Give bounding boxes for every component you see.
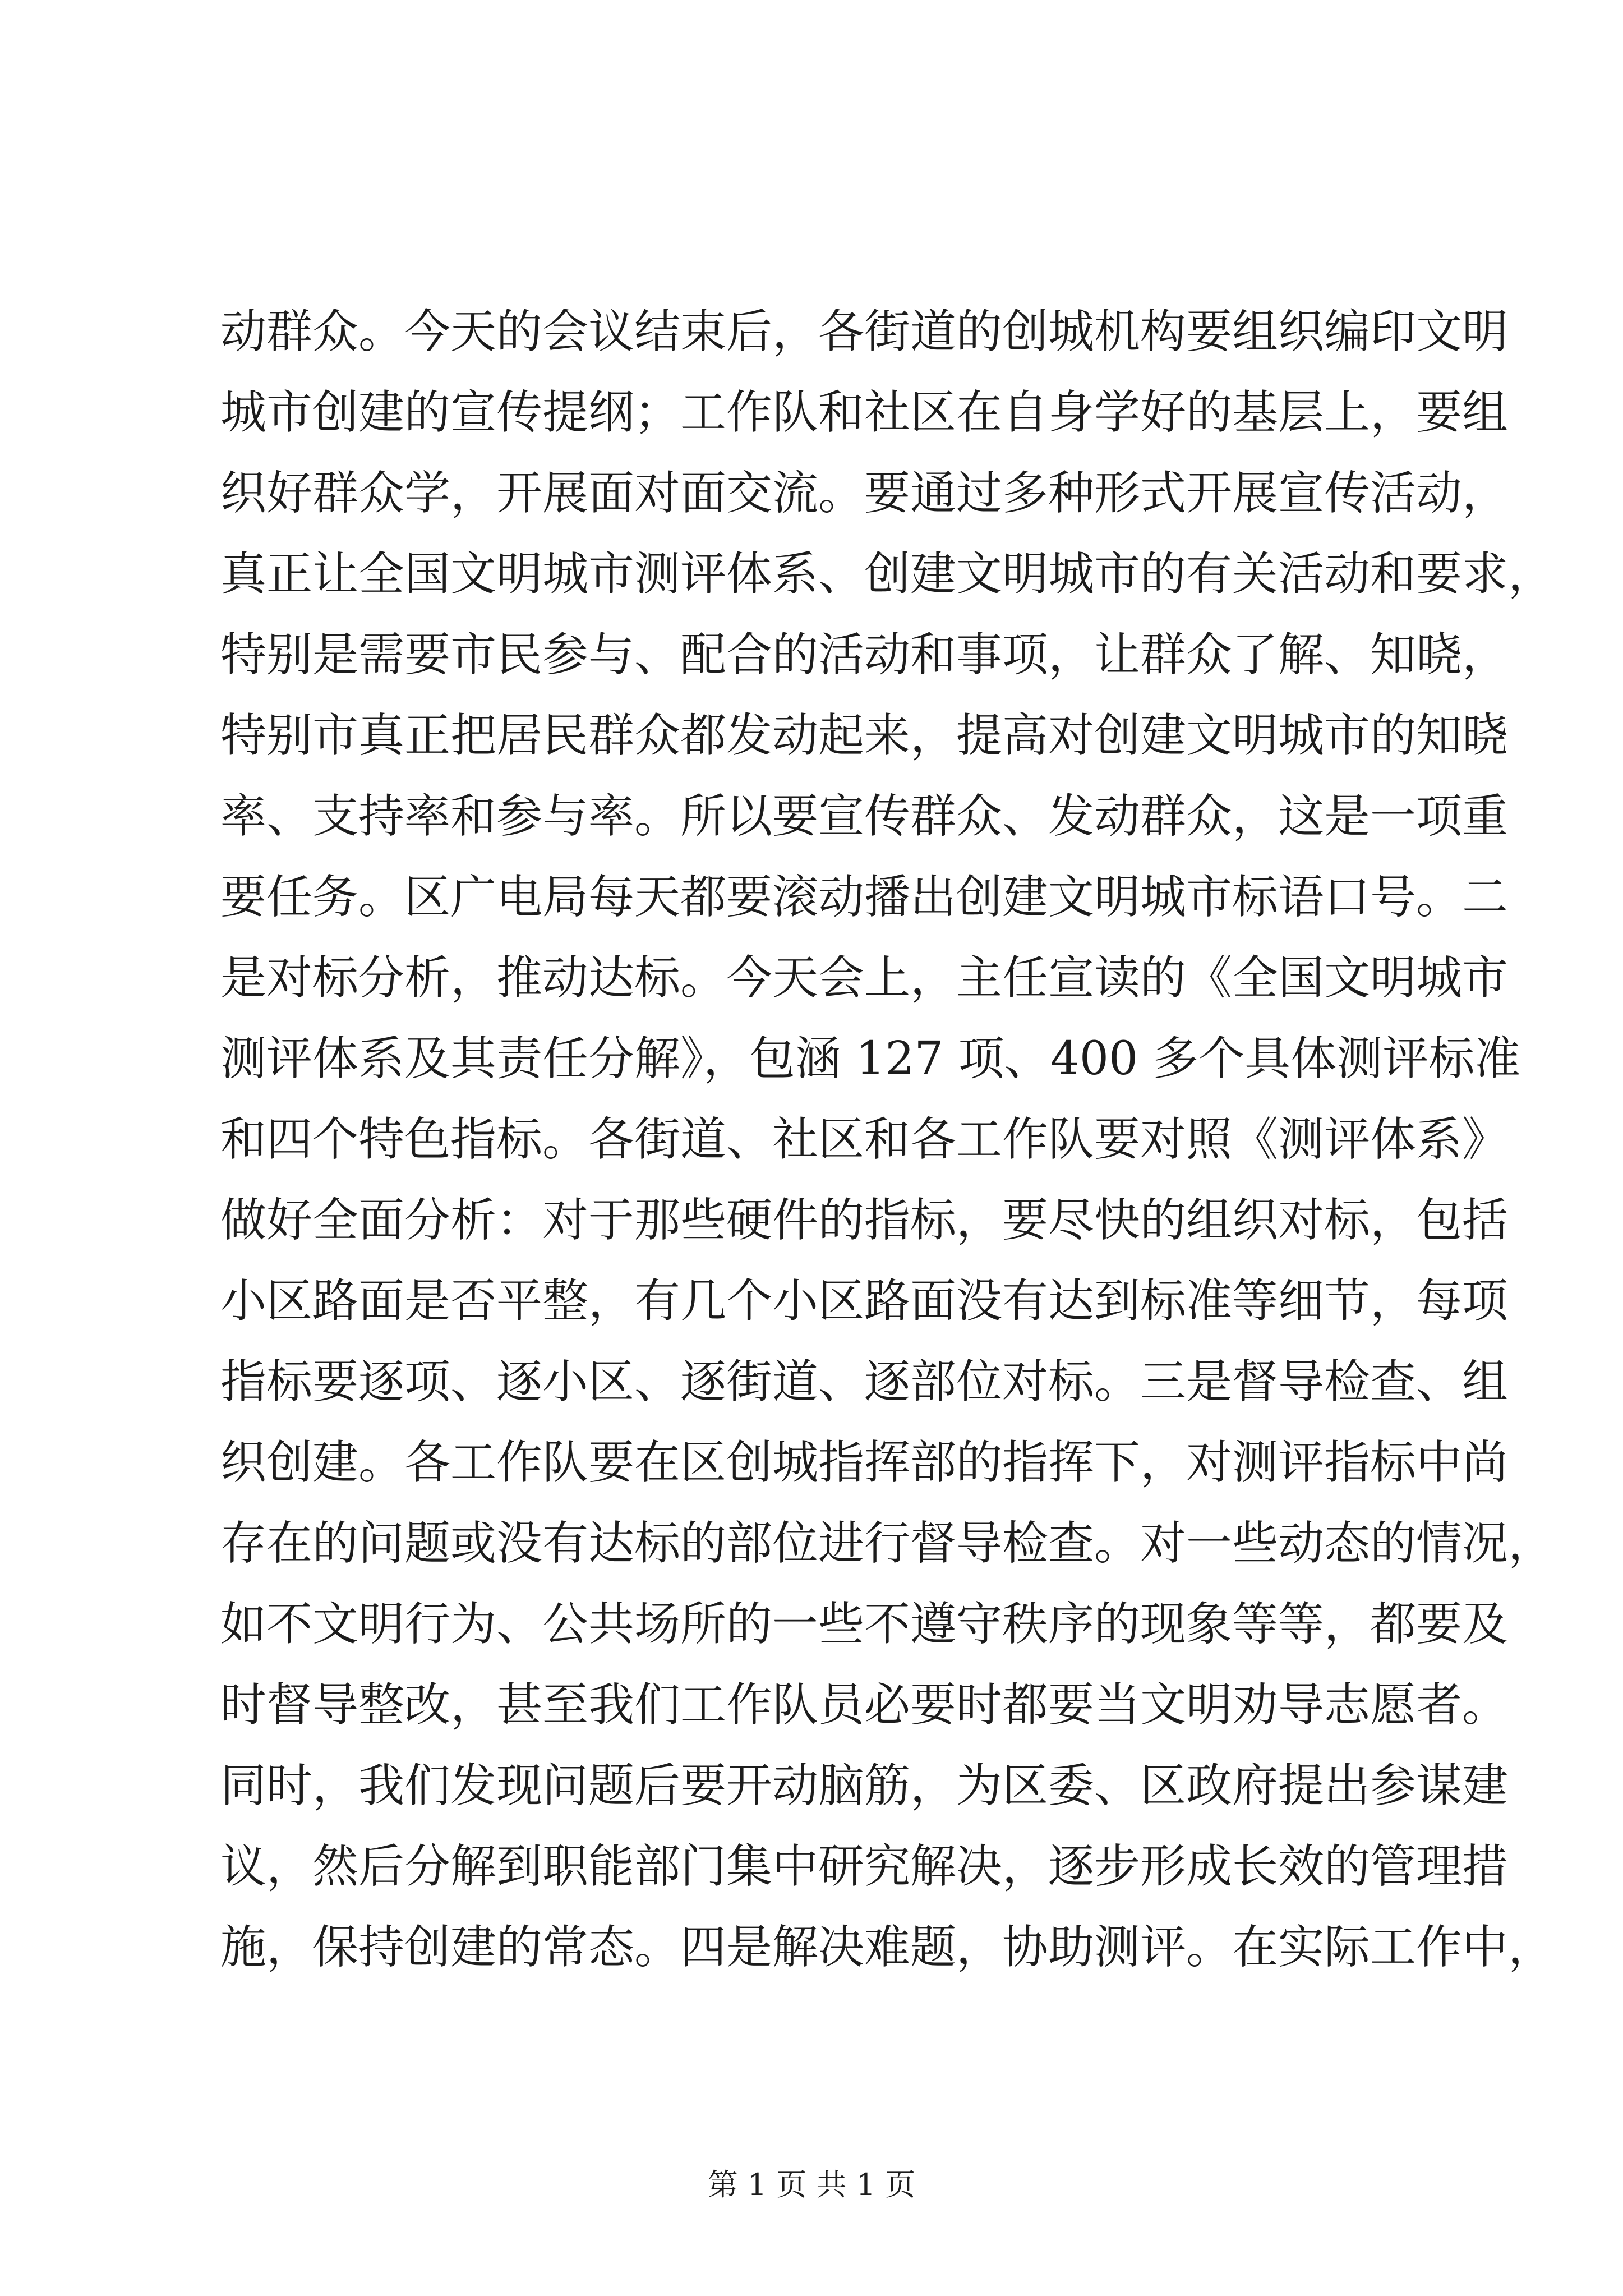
text-line: 同时，我们发现问题后要开动脑筋，为区委、区政府提出参谋建 (220, 1759, 1509, 1812)
text-line: 城市创建的宣传提纲；工作队和社区在自身学好的基层上，要组 (220, 386, 1509, 439)
text-line: 率、支持率和参与率。所以要宣传群众、发动群众，这是一项重 (220, 790, 1509, 843)
text-line: 特别是需要市民参与、配合的活动和事项，让群众了解、知晓， (220, 628, 1509, 682)
text-line: 时督导整改，甚至我们工作队员必要时都要当文明劝导志愿者。 (220, 1678, 1509, 1732)
text-line: 做好全面分析：对于那些硬件的指标，要尽快的组织对标，包括 (220, 1194, 1509, 1247)
body-text (220, 292, 1555, 1988)
text-line: 织创建。各工作队要在区创城指挥部的指挥下，对测评指标中尚 (220, 1436, 1509, 1489)
text-line: 指标要逐项、逐小区、逐街道、逐部位对标。三是督导检查、组 (220, 1355, 1509, 1409)
text-line: 特别市真正把居民群众都发动起来，提高对创建文明城市的知晓 (220, 709, 1509, 762)
text-line: 存在的问题或没有达标的部位进行督导检查。对一些动态的情况， (220, 1517, 1555, 1570)
text-line: 议，然后分解到职能部门集中研究解决，逐步形成长效的管理措 (220, 1840, 1509, 1893)
text-line: 施，保持创建的常态。四是解决难题，协助测评。在实际工作中， (220, 1921, 1555, 1974)
text-line: 真正让全国文明城市测评体系、创建文明城市的有关活动和要求， (220, 547, 1555, 601)
text-line: 动群众。今天的会议结束后，各街道的创城机构要组织编印文明 (220, 305, 1509, 358)
text-line: 测评体系及其责任分解》，包涵 127 项、400 多个具体测评标准 (220, 1032, 1521, 1085)
text-line: 和四个特色指标。各街道、社区和各工作队要对照《测评体系》 (220, 1113, 1509, 1166)
text-line: 小区路面是否平整，有几个小区路面没有达到标准等细节，每项 (220, 1274, 1509, 1328)
text-line: 织好群众学，开展面对面交流。要通过多种形式开展宣传活动， (220, 467, 1509, 520)
text-line: 如不文明行为、公共场所的一些不遵守秩序的现象等等，都要及 (220, 1598, 1509, 1651)
page-number-label: 第 1 页 共 1 页 (707, 2167, 916, 2202)
page-footer (0, 2162, 1623, 2207)
text-line: 是对标分析，推动达标。今天会上，主任宣读的《全国文明城市 (220, 951, 1509, 1005)
text-line: 要任务。区广电局每天都要滚动播出创建文明城市标语口号。二 (220, 871, 1509, 924)
